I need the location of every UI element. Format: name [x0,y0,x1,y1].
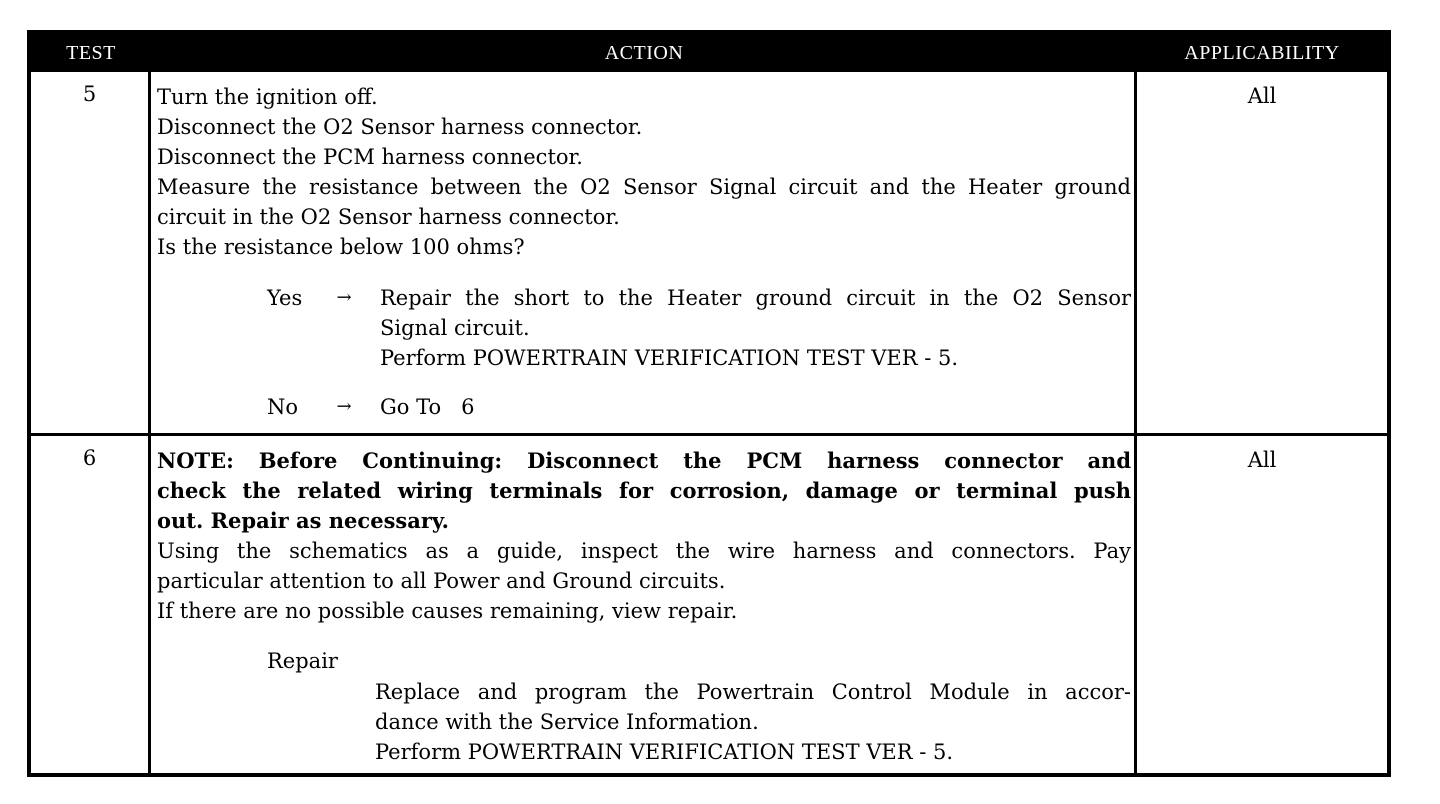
action-line: Using the schematics as a guide, inspect the wire harness and connectors. Pay [157,539,1131,563]
arrow-icon: → [336,287,352,308]
table-header [31,34,1387,72]
table-row-test-6 [31,433,1387,773]
diagnostic-table [27,30,1391,777]
answer-line: Signal circuit. [380,316,530,340]
repair-text [375,677,1131,767]
answer-yes [267,283,1131,373]
repair-label: Repair [267,649,338,673]
answer-label: No [267,395,299,419]
answer-line: Go To 6 [380,395,475,419]
action-line: Turn the ignition off. [157,85,378,109]
action-line: Measure the resistance between the O2 Sensor Signal circuit and the Heater ground [157,175,1131,199]
action-line: If there are no possible causes remaining, view repair. [157,599,738,623]
note-line: check the related wiring terminals for corrosion, damage or terminal push [157,478,1131,503]
test-number: 5 [82,82,97,106]
answer-text [380,283,1131,373]
applicability-value: All [1247,84,1277,108]
action-line: Disconnect the O2 Sensor harness connector. [157,115,643,139]
arrow-icon: → [336,396,352,417]
applicability-value: All [1247,448,1277,472]
action-text [157,82,1131,262]
header-applicability: APPLICABILITY [1184,42,1340,64]
answer-line: Repair the short to the Heater ground circuit in the O2 Sensor [380,286,1131,310]
repair-line: Replace and program the Powertrain Control Module in accor- [375,680,1131,704]
answer-line: Perform POWERTRAIN VERIFICATION TEST VER - 5. [380,346,959,370]
table-row-test-5 [31,72,1387,436]
repair-line: dance with the Service Information. [375,710,759,734]
action-line: particular attention to all Power and Ground circuits. [157,569,726,593]
header-test: TEST [66,42,116,64]
repair-line: Perform POWERTRAIN VERIFICATION TEST VER - 5. [375,740,954,764]
header-action: ACTION [604,42,684,64]
answer-no [267,392,1131,422]
test-number: 6 [82,446,97,470]
action-line: Disconnect the PCM harness connector. [157,145,583,169]
answer-label: Yes [267,286,303,310]
note-line: NOTE: Before Continuing: Disconnect the PCM harness connector and [157,448,1131,473]
note-line: out. Repair as necessary. [157,508,449,533]
action-text [157,446,1131,626]
action-line: circuit in the O2 Sensor harness connector. [157,205,620,229]
action-line: Is the resistance below 100 ohms? [157,235,525,259]
